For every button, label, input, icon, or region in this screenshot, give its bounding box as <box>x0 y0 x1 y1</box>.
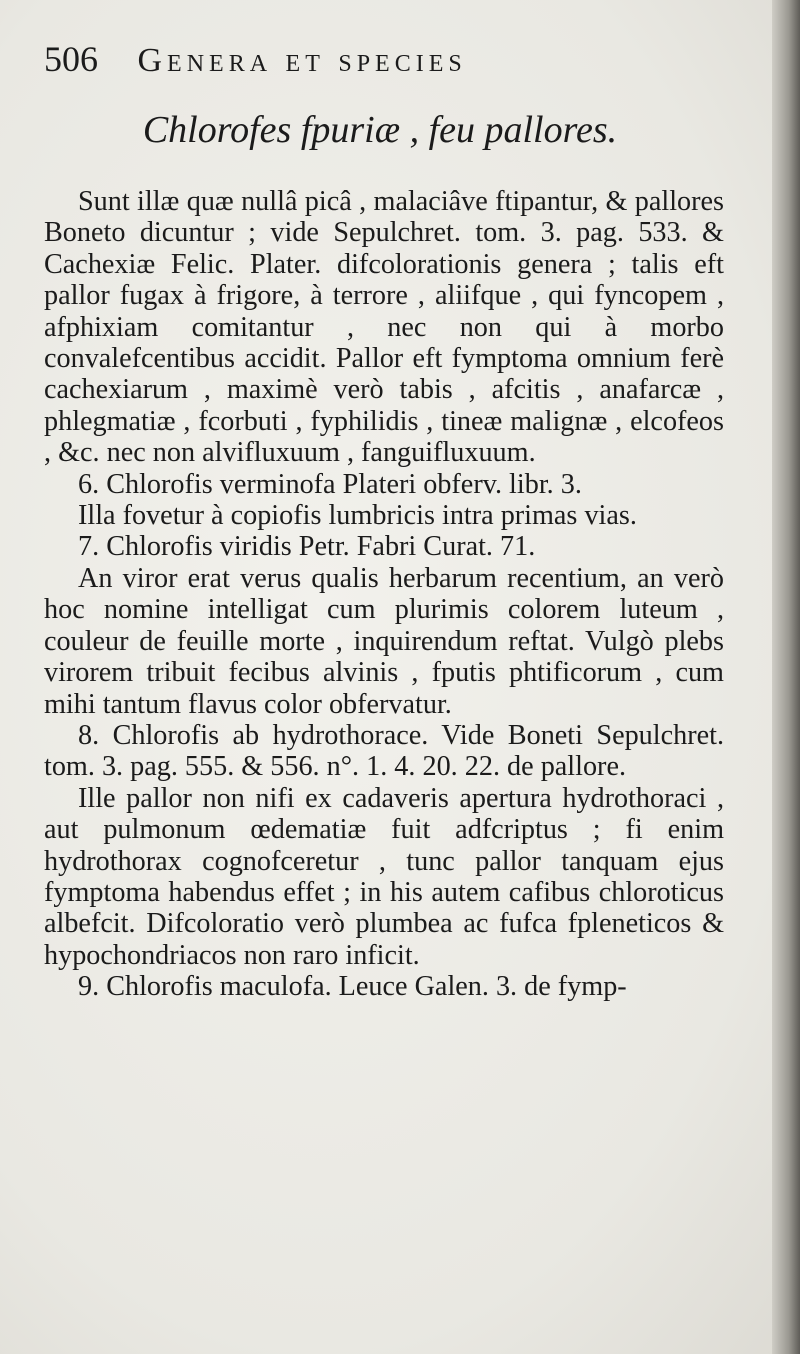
entry-7-text: An viror erat verus qualis herbarum recentium, an verò hoc nomine intelligat cum plurimis colorem luteum , couleur de feuille morte , inquirendum reftat. Vulgò plebs virorem tribuit fecibus alvinis , fputis phtificorum , cum mihi tantum flavus color obfervatur. <box>44 562 724 720</box>
entry-9-heading: 9. Chlorofis maculofa. Leuce Galen. 3. de fymp- <box>78 971 627 1003</box>
entry-8-heading: 8. Chlorofis ab hydrothorace. Vide Boneti Sepulchret. tom. 3. pag. 555. & 556. n°. 1. 4. 20. 22. de pallore. <box>44 719 724 783</box>
running-header <box>44 38 744 98</box>
entry-7-heading: 7. Chlorofis viridis Petr. Fabri Curat. 71. <box>78 531 536 563</box>
running-title: Genera et species <box>137 42 467 79</box>
entry-8-text: Ille pallor non nifi ex cadaveris apertura hydrothoraci , aut pulmonum œdematiæ fuit adfcriptus ; fi enim hydrothorax cognofceretur , tunc pallor tanquam ejus fymptoma habendus effet ; in his autem cafibus chloroticus albefcit. Difcoloratio verò plumbea ac fufca fpleneticos & hypochondriacos non raro inficit. <box>44 782 724 971</box>
entry-6-heading: 6. Chlorofis verminofa Plateri obferv. libr. 3. <box>78 468 582 500</box>
entry-6-text: Illa fovetur à copiofis lumbricis intra primas vias. <box>78 500 637 532</box>
paragraph-intro: Sunt illæ quæ nullâ picâ , malaciâve ftipantur, & pallores Boneto dicuntur ; vide Sepulchret. tom. 3. pag. 533. & Cachexiæ Felic. Plater. difcolorationis genera ; talis eft pallor fugax à frigore, à terrore , aliifque , qui fyncopem , afphixiam comitantur , nec non qui à morbo convalefcentibus accidit. Pallor eft fymptoma omnium ferè cachexiarum , maximè verò tabis , afcitis , anafarcæ , phlegmatiæ , fcorbuti , fyphilidis , tineæ malignæ , elcofeos , &c. nec non alvifluxuum , fanguifluxuum. <box>44 186 724 469</box>
page-gutter-shadow <box>772 0 800 1354</box>
body-text <box>44 186 724 1003</box>
page-number: 506 <box>44 39 98 79</box>
section-title: Chlorofes fpuriæ , feu pallores. <box>142 109 618 151</box>
